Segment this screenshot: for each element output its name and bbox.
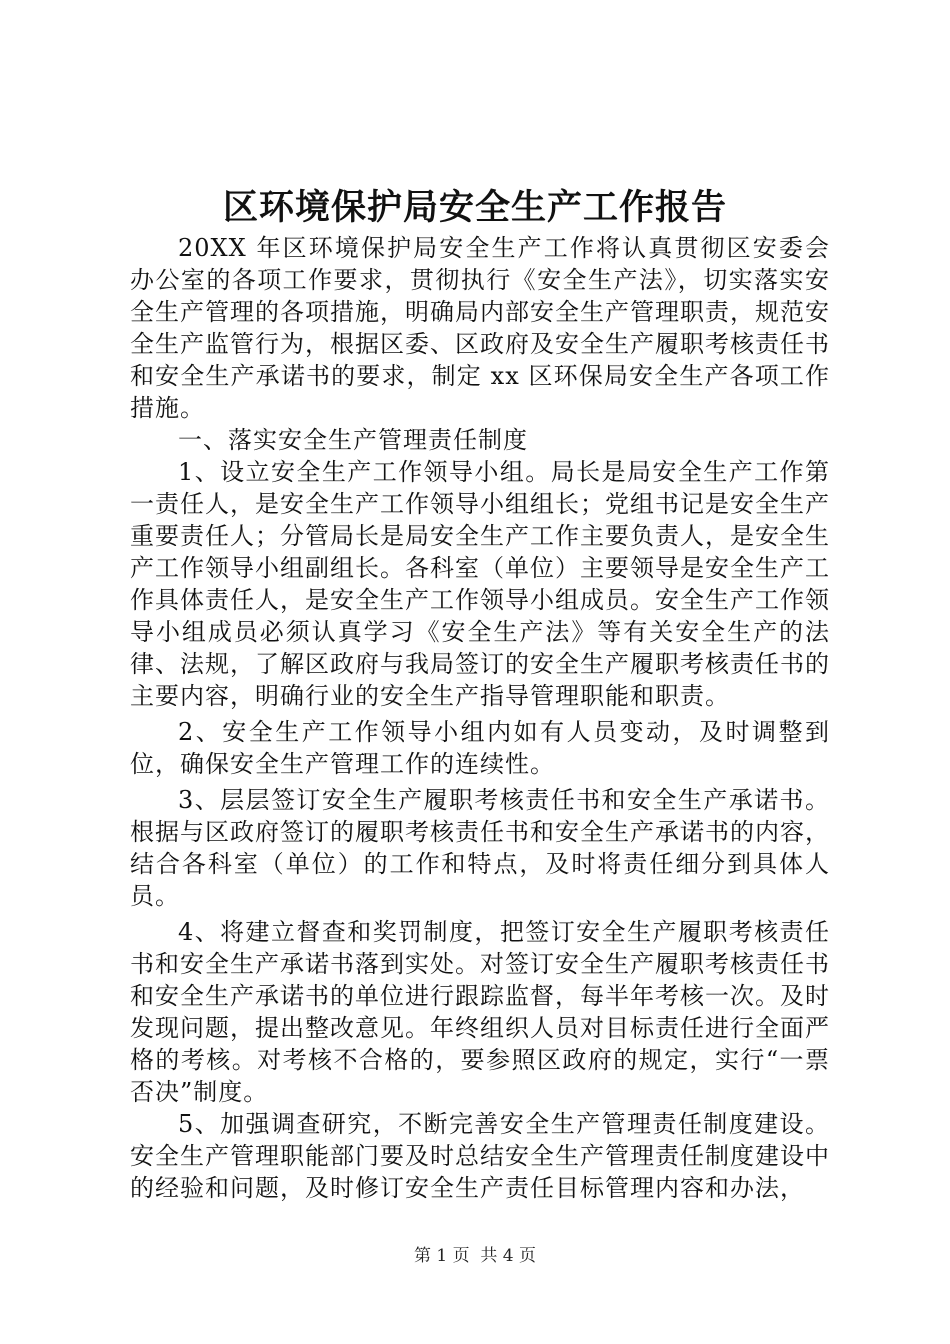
paragraph-item-3: 3、层层签订安全生产履职考核责任书和安全生产承诺书。根据与区政府签订的履职考核责任书和安全生产承诺书的内容，结合各科室（单位）的工作和特点，及时将责任细分到具体人员。	[130, 786, 830, 910]
section-heading: 一、落实安全生产管理责任制度	[178, 426, 528, 454]
paragraph-item-5: 5、加强调查研究，不断完善安全生产管理责任制度建设。安全生产管理职能部门要及时总结安全生产管理责任制度建设中的经验和问题，及时修订安全生产责任目标管理内容和办法，	[130, 1110, 830, 1202]
paragraph-item-2: 2、安全生产工作领导小组内如有人员变动，及时调整到位，确保安全生产管理工作的连续性。	[130, 718, 830, 778]
paragraph-item-4: 4、将建立督查和奖罚制度，把签订安全生产履职考核责任书和安全生产承诺书落到实处。对签订安全生产履职考核责任书和安全生产承诺书的单位进行跟踪监督，每半年考核一次。及时发现问题，提出整改意见。年终组织人员对目标责任进行全面严格的考核。对考核不合格的，要参照区政府的规定，实行“一票否决”制度。	[130, 918, 830, 1106]
page-footer	[0, 1244, 950, 1268]
paragraph-item-1: 1、设立安全生产工作领导小组。局长是局安全生产工作第一责任人，是安全生产工作领导小组组长；党组书记是安全生产重要责任人；分管局长是局安全生产工作主要负责人，是安全生产工作领导小组副组长。各科室（单位）主要领导是安全生产工作具体责任人，是安全生产工作领导小组成员。安全生产工作领导小组成员必须认真学习《安全生产法》等有关安全生产的法律、法规，了解区政府与我局签订的安全生产履职考核责任书的主要内容，明确行业的安全生产指导管理职能和职责。	[130, 458, 830, 710]
document-body	[130, 232, 830, 1204]
paragraph-intro: 20XX 年区环境保护局安全生产工作将认真贯彻区安委会办公室的各项工作要求，贯彻执行《安全生产法》，切实落实安全生产管理的各项措施，明确局内部安全生产管理职责，规范安全生产监管行为，根据区委、区政府及安全生产履职考核责任书和安全生产承诺书的要求，制定 xx 区环保局安全生产各项工作措施。	[130, 234, 830, 422]
page-number: 第 1 页 共 4 页	[413, 1246, 537, 1266]
document-title: 区环境保护局安全生产工作报告	[222, 187, 727, 228]
